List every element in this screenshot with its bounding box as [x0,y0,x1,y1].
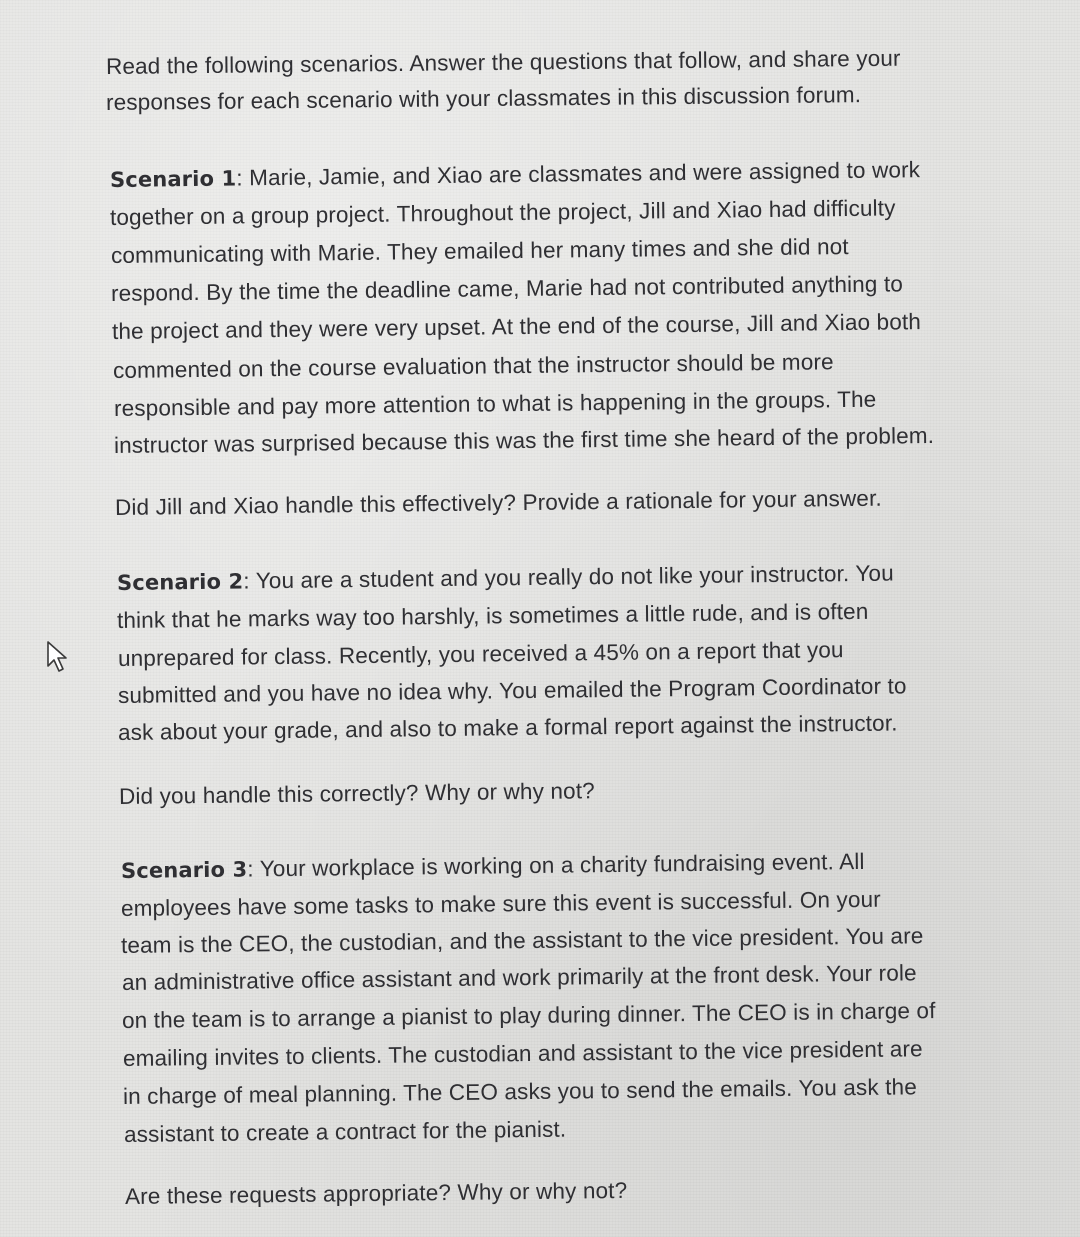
scenario-1-question: Did Jill and Xiao handle this effectively? Provide a rationale for your answer. [114,485,882,520]
scenario-2-text: : You are a student and you really do not like your instructor. You [243,560,894,594]
scenario-3-first-line [121,848,865,885]
scenario-3-line: employees have some tasks to make sure this event is successful. On your [120,886,881,921]
scenario-2-line: think that he marks way too harshly, is sometimes a little rude, and is often [116,598,869,633]
scenario-3-line: assistant to create a contract for the pianist. [123,1116,567,1147]
scenario-1-label: Scenario 1 [109,166,237,192]
scenario-3-line: an administrative office assistant and work primarily at the front desk. Your role [121,960,917,995]
scenario-1-line: responsible and pay more attention to what is happening in the groups. The [113,386,877,421]
scenario-2-line: ask about your grade, and also to make a formal report against the instructor. [117,710,898,745]
intro-line-1: Read the following scenarios. Answer the questions that follow, and share your [105,45,901,79]
intro-line-2: responses for each scenario with your classmates in this discussion forum. [105,82,862,115]
scenario-3-question: Are these requests appropriate? Why or why not? [124,1177,628,1209]
scenario-1-first-line [110,156,920,194]
scenario-1-line: commented on the course evaluation that the instructor should be more [112,349,834,383]
scenario-3-line: team is the CEO, the custodian, and the assistant to the vice president. You are [120,923,924,958]
scenario-1-line: the project and they were very upset. At the end of the course, Jill and Xiao both [111,309,922,344]
mouse-pointer-icon [46,640,68,674]
scenario-2-line: submitted and you have no idea why. You emailed the Program Coordinator to [117,673,907,708]
scenario-2-label: Scenario 2 [116,569,244,595]
scenario-3-text: : Your workplace is working on a charity fundraising event. All [247,848,865,882]
scenario-3-label: Scenario 3 [120,857,248,883]
scenario-3-line: on the team is to arrange a pianist to play during dinner. The CEO is in charge of [121,998,936,1033]
scenario-2-first-line [117,560,894,597]
scenario-1-line: respond. By the time the deadline came, Marie had not contributed anything to [110,271,904,306]
scenario-1-text: : Marie, Jamie, and Xiao are classmates and were assigned to work [236,157,921,191]
scenario-3-line: in charge of meal planning. The CEO asks you to send the emails. You ask the [122,1074,918,1109]
scenario-1-line: communicating with Marie. They emailed her many times and she did not [110,233,849,268]
scenario-3-line: emailing invites to clients. The custodian and assistant to the vice president are [122,1036,923,1071]
scenario-2-line: unprepared for class. Recently, you received a 45% on a report that you [117,637,844,671]
scenario-1-line: instructor was surprised because this was the first time she heard of the problem. [113,422,935,458]
scenario-2-question: Did you handle this correctly? Why or why not? [118,778,595,809]
scenario-1-line: together on a group project. Throughout the project, Jill and Xiao had difficulty [109,195,896,230]
